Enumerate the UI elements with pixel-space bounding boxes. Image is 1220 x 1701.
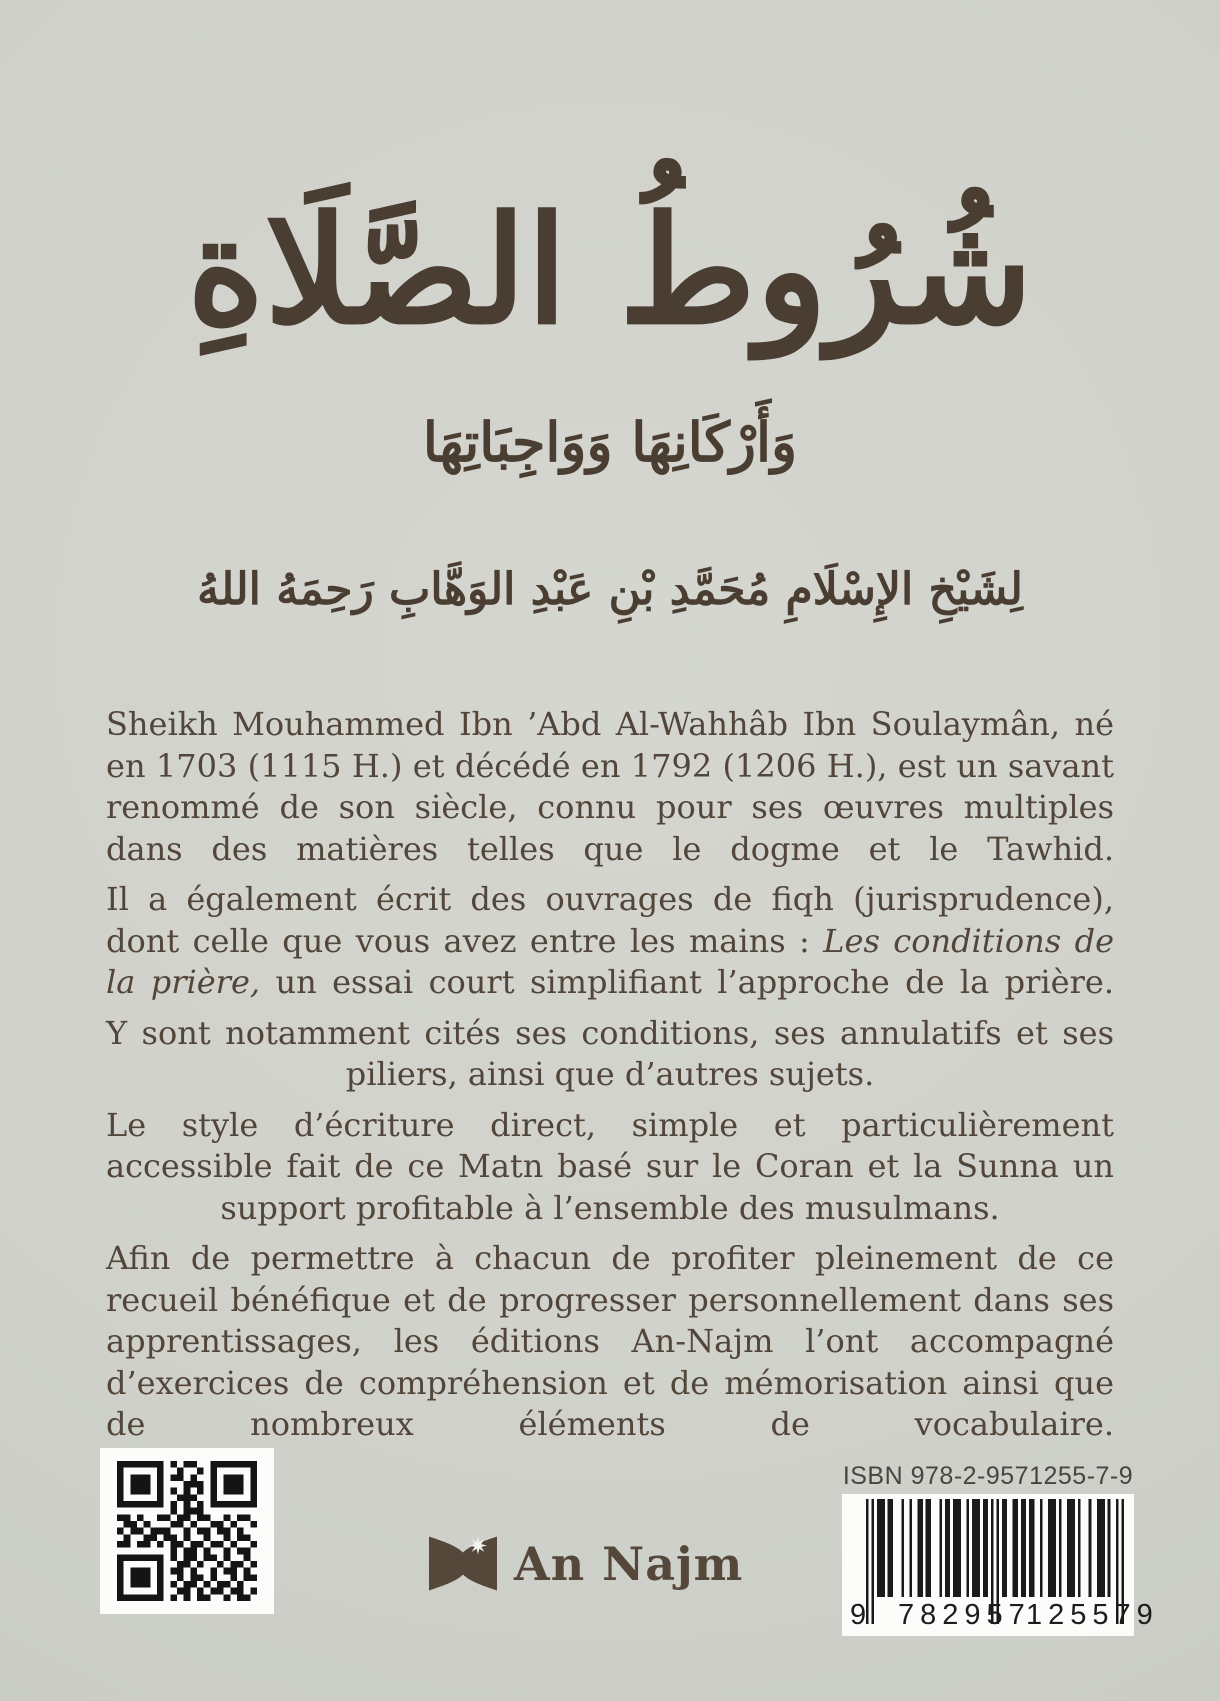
qr-code-pattern [117,1461,257,1601]
paragraph-text: un essai court simplifiant l’approche de la prière. [260,963,1115,1001]
description-paragraph [106,1238,1114,1446]
qr-code [100,1448,274,1614]
paragraph-text: Sheikh Mouhammed Ibn ’Abd Al-Wahhâb Ibn Soulaymân, né en 1703 (1115 H.) et décédé en 1792 (1206 H.), est un savant renommé de son siècle, connu pour ses œuvres multiples dans des matières telles que le dogme et le Tawhid. [106,705,1114,868]
paragraph-text: Le style d’écriture direct, simple et particulièrement accessible fait de ce Matn basé sur le Coran et la Sunna un support profitable à l’ensemble des musulmans. [106,1105,1114,1227]
publisher-logo [427,1527,743,1602]
arabic-title-calligraphy: شُرُوطُ الصَّلَاةِ [187,183,1033,357]
publisher-name: An Najm [514,1537,744,1591]
description-paragraph [106,704,1114,870]
arabic-subtitle-calligraphy: وَأَرْكَانِهَا وَوَاجِبَاتِهَا [422,410,798,474]
paragraph-text: Il a également écrit des ouvrages de fiqh (jurisprudence), dont celle que vous avez entre les mains : [106,880,1114,960]
description-paragraph [106,1105,1114,1230]
barcode-digit-group: 782957 [898,1599,1031,1631]
paragraph-text: Afin de permettre à chacun de profiter pleinement de ce recueil bénéfique et de progresser personnellement dans ses apprentissages, les éditions An-Najm l’ont accompagné d’exercices de compréhension et de mémorisation ainsi que de nombreux éléments de vocabulaire. [106,1239,1114,1443]
description-paragraph [106,879,1114,1004]
isbn-barcode [842,1494,1159,1636]
arabic-author-calligraphy: لِشَيْخِ الإِسْلَامِ مُحَمَّدِ بْنِ عَبْدِ الوَهَّابِ رَحِمَهُ اللهُ [197,564,1023,615]
isbn-label: ISBN 978-2-9571255-7-9 [842,1462,1134,1490]
barcode-digit-group: 9 [850,1599,867,1631]
description-text [106,704,1114,1455]
open-book-star-icon [427,1527,499,1602]
paragraph-text: Y sont notamment cités ses conditions, ses annulatifs et ses piliers, ainsi que d’autres sujets. [106,1013,1114,1093]
barcode-digit-group: 125579 [1026,1599,1159,1631]
description-paragraph [106,1013,1114,1096]
book-title-italic: Les conditions de la prière, [106,921,1115,1001]
